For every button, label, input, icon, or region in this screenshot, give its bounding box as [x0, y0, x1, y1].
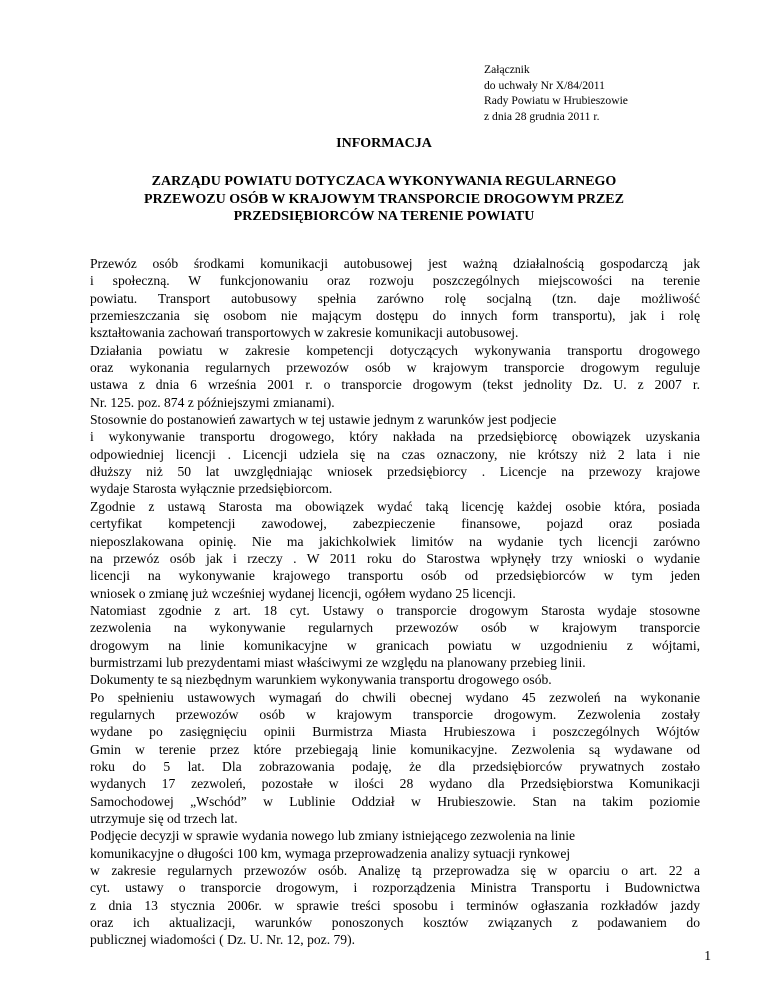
body-line: cyt. ustawy o transporcie drogowym, i rozporządzenia Ministra Transportu i Budownictwa [90, 880, 700, 896]
body-line: oraz ich aktualizacji, warunków ponoszonych kosztów związanych z podawaniem do [90, 915, 700, 931]
body-line: utrzymuje się od trzech lat. [90, 811, 238, 826]
body-line: komunikacyjne o długości 100 km, wymaga przeprowadzenia analizy sytuacji rynkowej [90, 845, 571, 861]
body-line: certyfikat kompetencji zawodowej, zabezpieczenie finansowe, pojazd oraz posiada [90, 516, 700, 532]
body-line: wydane po zasięgnięciu opinii Burmistrza Miasta Hrubieszowa i poszczególnych Wójtów [90, 724, 700, 740]
body-line: Działania powiatu w zakresie kompetencji dotyczących wykonywania transportu drogowego [90, 342, 700, 358]
body-line: burmistrzami lub prezydentami miast właściwymi ze względu na planowany przebieg linii. [90, 654, 586, 670]
body-line: wydaje Starosta wyłącznie przedsiębiorcom. [90, 481, 333, 497]
attachment-line: Załącznik [484, 63, 530, 76]
body-line: Po spełnieniu ustawowych wymagań do chwili obecnej wydano 45 zezwoleń na wykonanie [90, 689, 700, 705]
body-line: kształtowania zachowań transportowych w zakresie komunikacji autobusowej. [90, 325, 519, 341]
body-line: Gmin w terenie przez które przebiegają linie komunikacyjne. Zezwolenia są wydawane od [90, 741, 700, 757]
body-line: dłuższy niż 50 lat uwzględniając wniosek przedsiębiorcy . Licencje na przewozy krajowe [90, 464, 700, 480]
body-line: oraz wykonania regularnych przewozów osób w krajowym transporcie drogowym reguluje [90, 360, 700, 376]
body-line: Zgodnie z ustawą Starosta ma obowiązek wydać taką licencję każdej osobie która, posiada [90, 498, 700, 514]
body-line: licencji na wykonywanie krajowego transportu osób od przedsiębiorców w tym jeden [90, 568, 700, 584]
attachment-line: Rady Powiatu w Hrubieszowie [484, 94, 628, 108]
page-number: 1 [704, 948, 711, 963]
document-body [90, 255, 700, 949]
body-line: Podjęcie decyzji w sprawie wydania nowego lub zmiany istniejącego zezwolenia na linie [90, 828, 576, 844]
document-title: INFORMACJA [336, 136, 432, 151]
body-line: powiatu. Transport autobusowy spełnia zarówno rolę socjalną (tzn. daje możliwość [90, 290, 700, 306]
body-line: Nr. 125. poz. 874 z późniejszymi zmianami). [90, 394, 335, 410]
subtitle-line: PRZEWOZU OSÓB W KRAJOWYM TRANSPORCIE DROGOWYM PRZEZ [144, 191, 624, 207]
body-line: zezwolenia na wykonywanie regularnych przewozów osób w krajowym transporcie [90, 620, 700, 636]
body-line: odpowiedniej licencji . Licencji udziela się na czas oznaczony, nie krótszy niż 2 lata i nie [90, 446, 700, 462]
body-line: i społeczną. W funkcjonowaniu oraz rozwoju poszczególnych miejscowości na terenie [90, 273, 700, 289]
body-line: roku do 5 lat. Dla zobrazowania podaję, że dla przedsiębiorców prywatnych zostało [90, 758, 700, 774]
body-line: wniosek o zmianę już wcześniej wydanej licencji, ogółem wydano 25 licencji. [90, 585, 516, 601]
body-line: nieposzlakowana opinię. Nie ma jakichkolwiek limitów na wydanie tych licencji zarówno [90, 533, 700, 549]
body-line: Dokumenty te są niezbędnym warunkiem wykonywania transportu drogowego osób. [90, 672, 552, 688]
body-line: Stosownie do postanowień zawartych w tej ustawie jednym z warunków jest podjecie [90, 412, 557, 428]
attachment-line: do uchwały Nr X/84/2011 [484, 78, 605, 92]
body-line: Samochodowej „Wschód” w Lublinie Oddział w Hrubieszowie. Stan na takim poziomie [90, 793, 700, 809]
subtitle-line: PRZEDSIĘBIORCÓW NA TERENIE POWIATU [233, 209, 535, 224]
subtitle-line: ZARZĄDU POWIATU DOTYCZACA WYKONYWANIA REGULARNEGO [151, 174, 617, 189]
body-line: w zakresie regularnych przewozów osób. Analizę tą przeprowadza się w oparciu o art. 22 a [90, 863, 700, 879]
body-line: drogowym na linie komunikacyjne w granicach powiatu w uzgodnieniu z wójtami, [90, 637, 700, 653]
attachment-line: z dnia 28 grudnia 2011 r. [484, 109, 600, 123]
body-line: przemieszczania się osobom nie mającym dostępu do innych form transportu), jak i rolę [90, 308, 700, 324]
body-line: wydanych 17 zezwoleń, pozostałe w ilości 28 wydano dla Przedsiębiorstwa Komunikacji [90, 776, 700, 792]
attachment-note [484, 62, 628, 124]
body-line: z dnia 13 stycznia 2006r. w sprawie treści sposobu i terminów ogłaszania rozkładów jazdy [90, 897, 700, 913]
document-subtitle [0, 173, 768, 226]
body-line: ustawa z dnia 6 września 2001 r. o transporcie drogowym (tekst jednolity Dz. U. z 2007 r. [90, 377, 700, 393]
body-line: Natomiast zgodnie z art. 18 cyt. Ustawy o transporcie drogowym Starosta wydaje stosowne [90, 602, 700, 618]
body-line: regularnych przewozów osób w krajowym transporcie drogowym. Zezwolenia zostały [90, 706, 700, 722]
body-line: Przewóz osób środkami komunikacji autobusowej jest ważną działalnością gospodarczą jak [90, 256, 700, 271]
body-line: na przewóz osób jak i rzeczy . W 2011 roku do Starostwa wpłynęły trzy wnioski o wydanie [90, 550, 700, 566]
body-line: i wykonywanie transportu drogowego, który nakłada na przedsiębiorcę obowiązek uzyskania [90, 429, 700, 445]
body-line: publicznej wiadomości ( Dz. U. Nr. 12, poz. 79). [90, 932, 356, 948]
